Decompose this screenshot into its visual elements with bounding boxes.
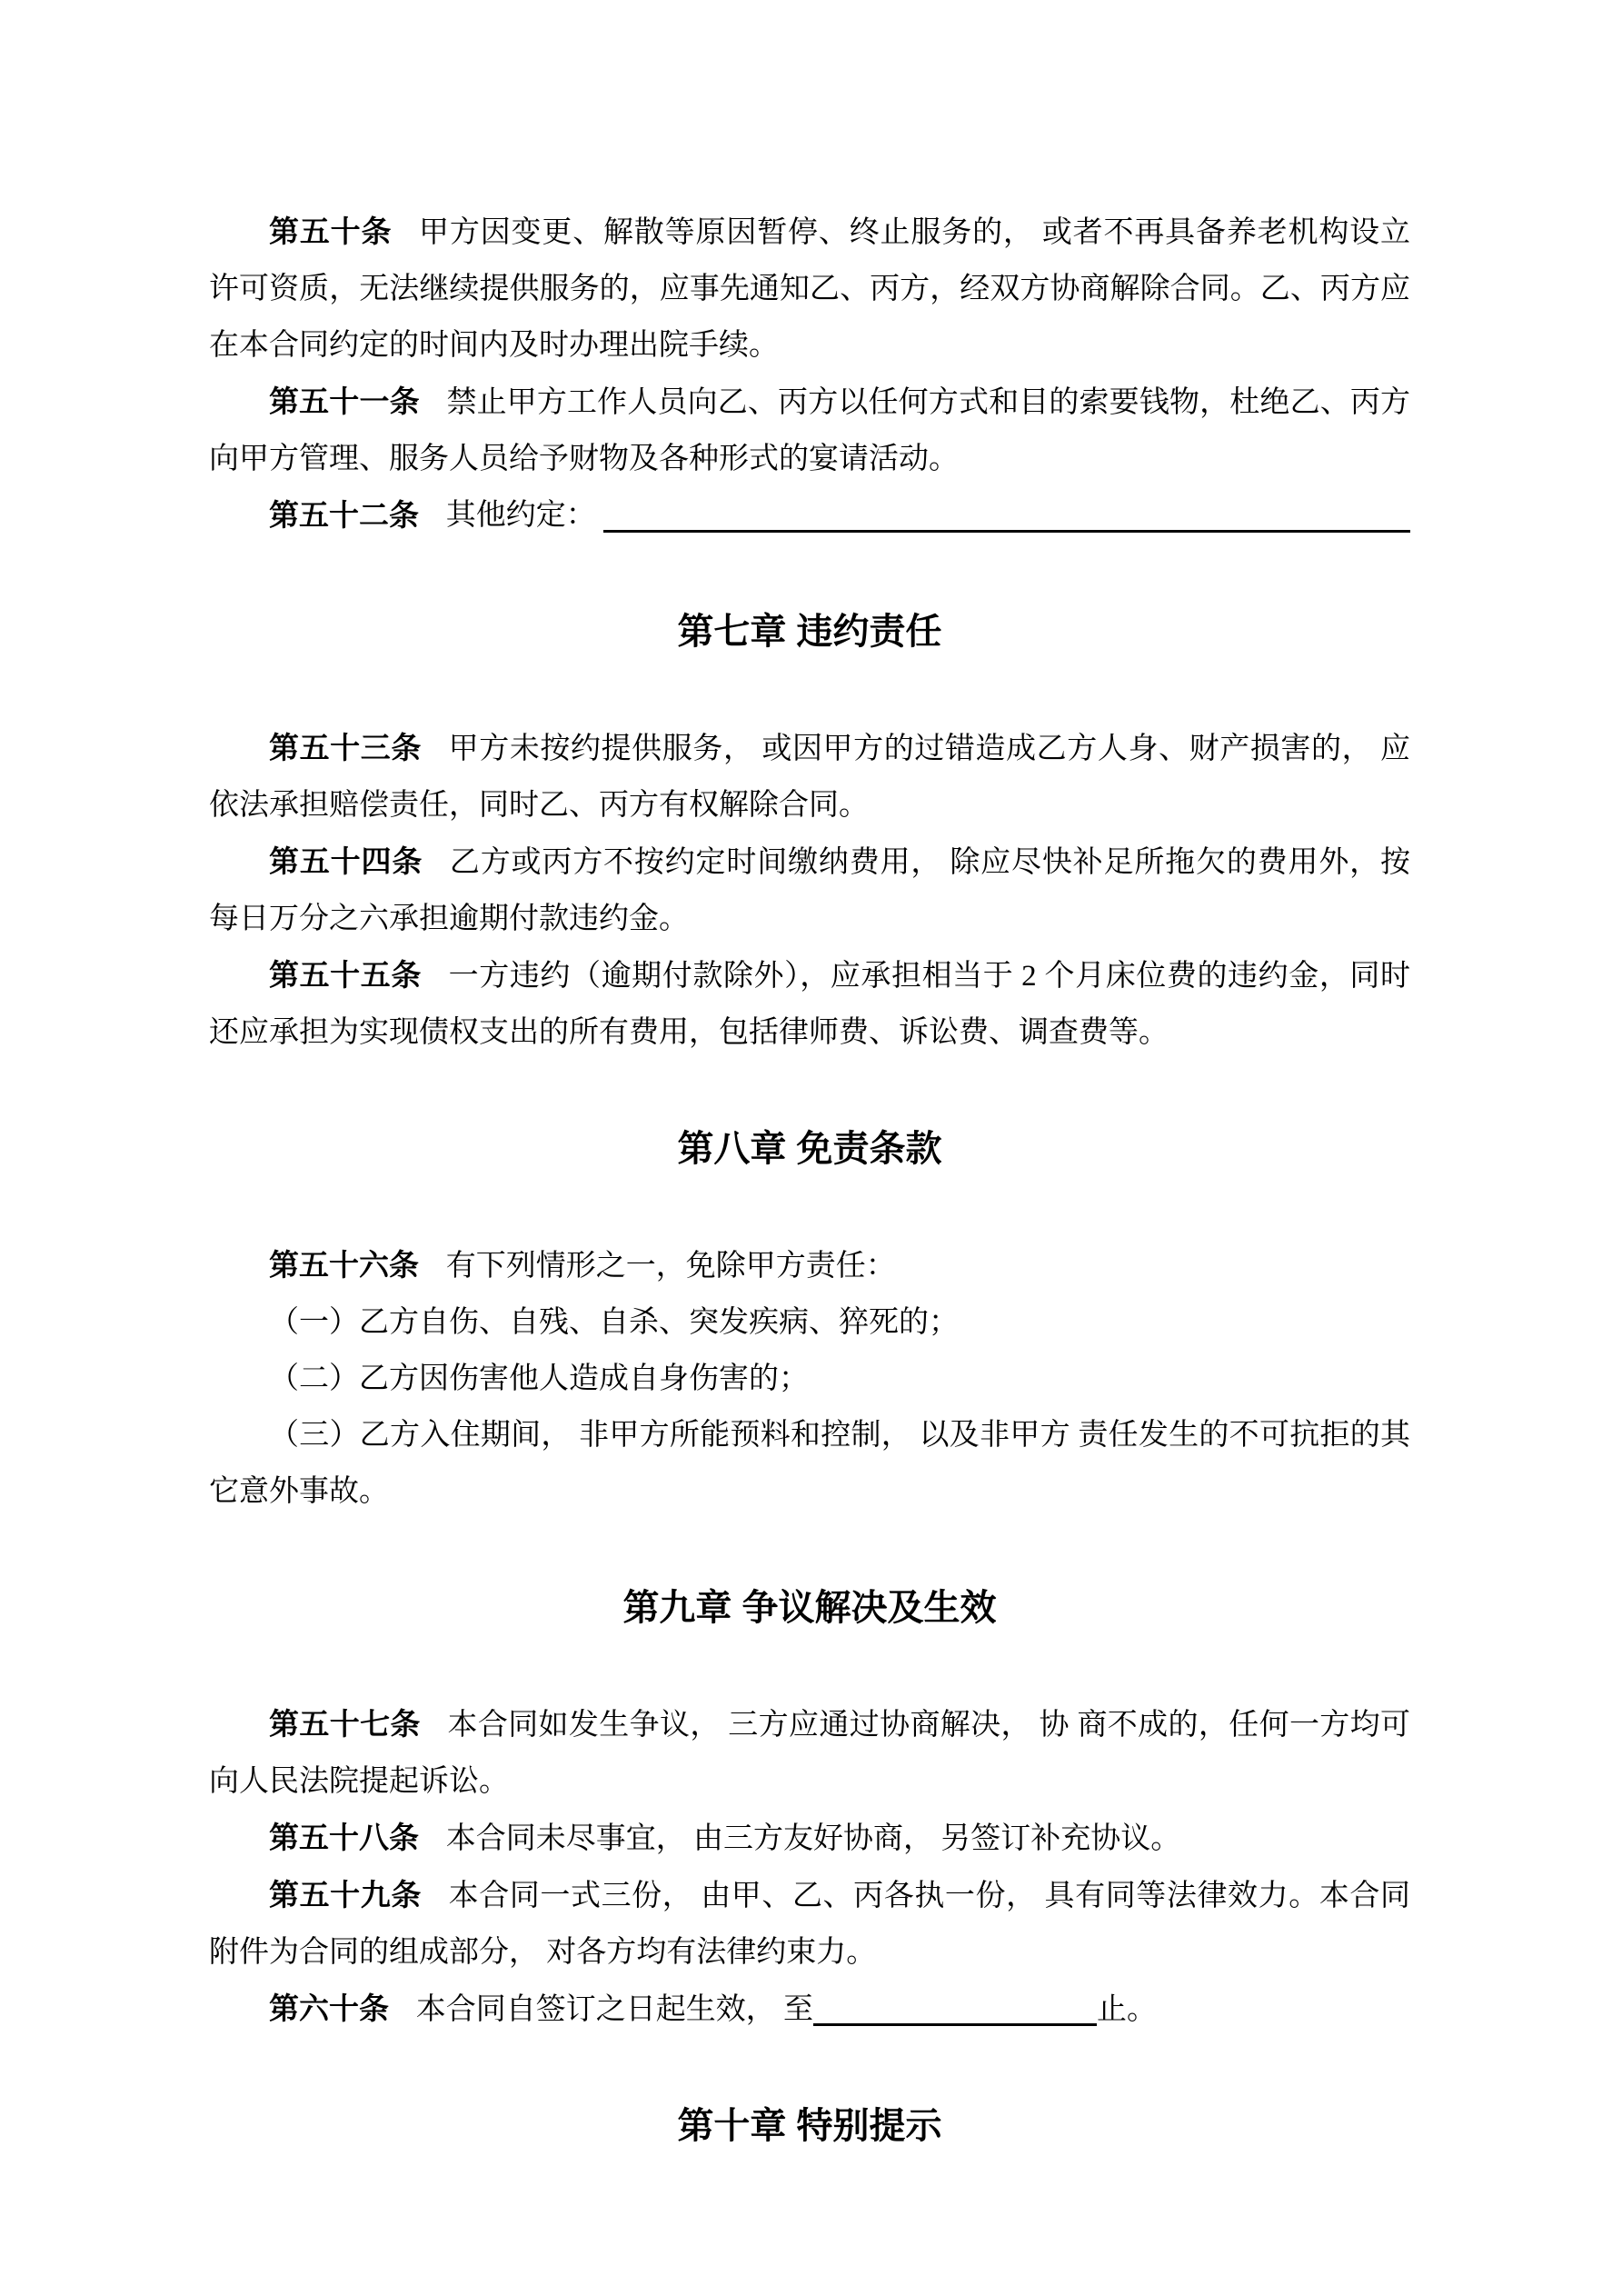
article-paragraph — [209, 1867, 1410, 1981]
chapter-heading — [209, 1580, 1410, 1636]
blank-fill-line — [813, 2023, 1097, 2026]
article-paragraph-with-blank — [209, 487, 1410, 544]
article-text: 禁止甲方工作人员向乙、丙方以任何方式和目的索要钱物，杜绝乙、丙方向甲方管理、服务人员给予财物及各种形式的宴请活动。 — [209, 386, 1411, 475]
article-number: 第五十五条 — [269, 958, 422, 992]
article-text: 甲方未按约提供服务， 或因甲方的过错造成乙方人身、财产损害的， 应依法承担赔偿责任，同时乙、丙方有权解除合同。 — [209, 733, 1411, 822]
article-text: 甲方因变更、解散等原因暂停、终止服务的， 或者不再具备养老机构设立许可资质，无法继续提供服务的，应事先通知乙、丙方，经双方协商解除合同。乙、丙方应在本合同约定的时间内及时办理出院手续。 — [209, 216, 1411, 362]
chapter-heading — [209, 604, 1410, 660]
article-text: 一方违约（逾期付款除外），应承担相当于 2 个月床位费的违约金，同时还应承担为实现债权支出的所有费用，包括律师费、诉讼费、调查费等。 — [209, 960, 1411, 1049]
list-item — [209, 1407, 1410, 1520]
chapter-title: 第七章 违约责任 — [677, 612, 942, 652]
article-number: 第五十条 — [269, 215, 393, 248]
chapter-heading — [209, 1121, 1410, 1177]
article-number: 第五十二条 — [269, 498, 419, 532]
article-paragraph — [209, 720, 1410, 834]
article-paragraph — [209, 834, 1410, 947]
article-number: 第六十条 — [269, 1992, 389, 2025]
article-text: 本合同未尽事宜， 由三方友好协商， 另签订补充协议。 — [445, 1822, 1181, 1855]
list-item — [209, 1351, 1410, 1407]
article-number: 第五十四条 — [269, 844, 423, 878]
chapter-title: 第九章 争议解决及生效 — [622, 1588, 997, 1628]
list-item-text: （一）乙方自伤、自残、自杀、突发疾病、猝死的； — [269, 1306, 959, 1339]
list-item-text: （二）乙方因伤害他人造成自身伤害的； — [269, 1363, 809, 1395]
article-text: 其他约定： — [445, 499, 596, 532]
article-paragraph — [209, 1237, 1410, 1294]
article-number: 第五十一条 — [269, 384, 420, 418]
article-paragraph — [209, 1810, 1410, 1867]
article-paragraph — [209, 204, 1410, 374]
article-number: 第五十七条 — [269, 1707, 421, 1741]
blank-fill-line — [603, 530, 1410, 533]
chapter-title: 第八章 免责条款 — [677, 1129, 942, 1169]
article-paragraph — [209, 1696, 1410, 1810]
article-paragraph-with-inline-blank — [209, 1981, 1410, 2038]
article-text: 本合同一式三份， 由甲、乙、丙各执一份， 具有同等法律效力。本合同附件为合同的组成部分， 对各方均有法律约束力。 — [209, 1880, 1411, 1969]
chapter-title: 第十章 特别提示 — [677, 2106, 942, 2146]
article-number: 第五十六条 — [269, 1248, 419, 1282]
article-text: 有下列情形之一，免除甲方责任： — [445, 1250, 896, 1283]
article-paragraph — [209, 947, 1410, 1061]
article-text: 乙方或丙方不按约定时间缴纳费用， 除应尽快补足所拖欠的费用外，按每日万分之六承担逾期付款违约金。 — [209, 846, 1411, 935]
article-text: 本合同自签订之日起生效， 至 — [415, 1993, 813, 2026]
article-text-after-blank: 止。 — [1096, 1993, 1157, 2026]
list-item — [209, 1294, 1410, 1351]
article-number: 第五十八条 — [269, 1821, 419, 1854]
article-text: 本合同如发生争议， 三方应通过协商解决， 协 商不成的，任何一方均可向人民法院提起诉讼。 — [209, 1709, 1411, 1798]
chapter-heading — [209, 2098, 1410, 2154]
article-number: 第五十九条 — [269, 1878, 422, 1912]
article-paragraph — [209, 374, 1410, 487]
article-number: 第五十三条 — [269, 731, 422, 764]
list-item-text: （三）乙方入住期间， 非甲方所能预料和控制， 以及非甲方 责任发生的不可抗拒的其它意外事故。 — [209, 1419, 1410, 1508]
